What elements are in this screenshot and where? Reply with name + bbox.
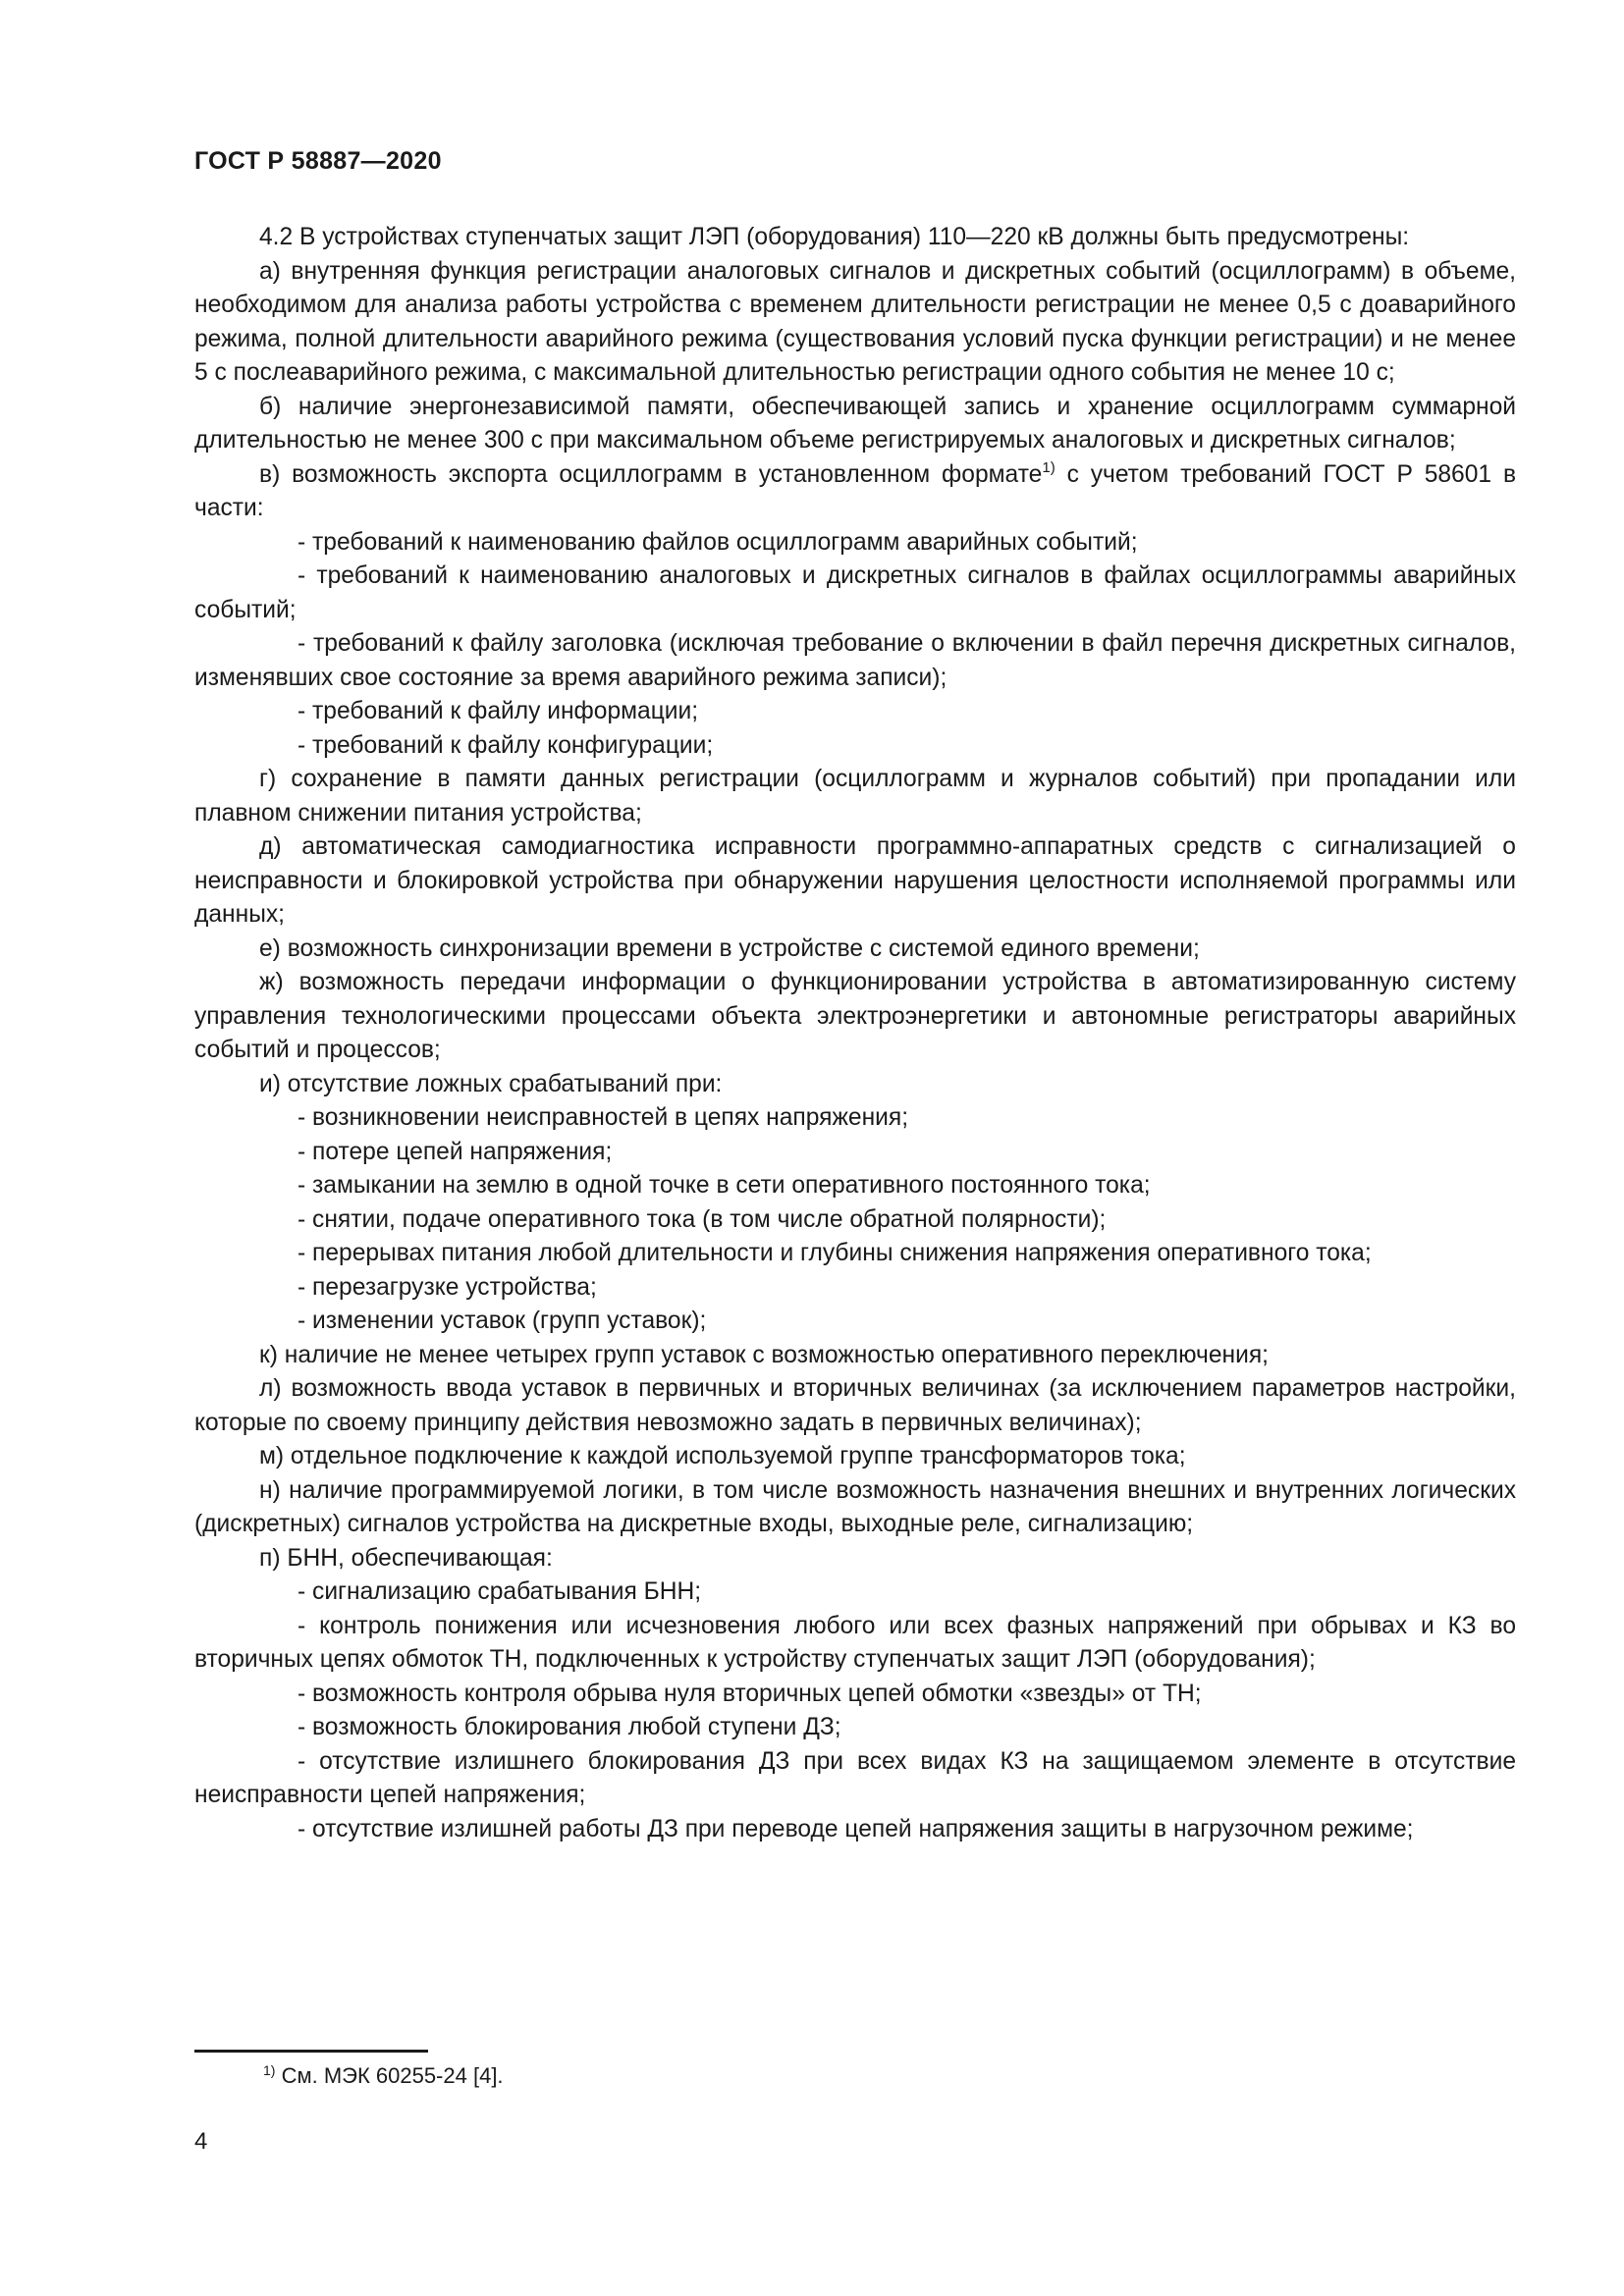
list-item xyxy=(194,1610,1516,1678)
paragraph-text: - возможность блокирования любой ступени ДЗ; xyxy=(298,1714,841,1740)
list-item xyxy=(194,1711,1516,1745)
paragraph-text: л) возможность ввода уставок в первичных и вторичных величинах (за исключением параметров настройки, которые по своему принципу действия невозможно задать в первичных величинах); xyxy=(194,1375,1516,1436)
paragraph-text: - возникновении неисправностей в цепях напряжения; xyxy=(298,1104,909,1131)
list-item xyxy=(194,1203,1516,1238)
paragraph-text: - перерывах питания любой длительности и глубины снижения напряжения оперативного тока; xyxy=(298,1240,1372,1266)
paragraph xyxy=(194,1068,1516,1102)
paragraph-text: н) наличие программируемой логики, в том числе возможность назначения внешних и внутренних логических (дискретных) сигналов устройства на дискретные входы, выходные реле, сигнализацию; xyxy=(194,1476,1516,1537)
paragraph-text: - требований к файлу заголовка (исключая требование о включении в файл перечня дискретных сигналов, изменявших свое состояние за время аварийного режима записи); xyxy=(194,630,1516,691)
list-item xyxy=(194,695,1516,729)
list-item xyxy=(194,1813,1516,1847)
paragraph-text: - снятии, подаче оперативного тока (в том числе обратной полярности); xyxy=(298,1205,1107,1233)
footnote-text: См. МЭК 60255-24 [4]. xyxy=(281,2063,504,2088)
paragraph xyxy=(194,1339,1516,1373)
paragraph-text: - отсутствие излишнего блокирования ДЗ при всех видах КЗ на защищаемом элементе в отсутствие неисправности цепей напряжения; xyxy=(194,1747,1516,1808)
paragraph xyxy=(194,1542,1516,1576)
paragraph-text: к) наличие не менее четырех групп уставок с возможностью оперативного переключения; xyxy=(259,1341,1270,1368)
paragraph-text: м) отдельное подключение к каждой используемой группе трансформаторов тока; xyxy=(259,1443,1186,1469)
list-item xyxy=(194,1745,1516,1813)
paragraph-text: - потере цепей напряжения; xyxy=(298,1138,613,1165)
list-item xyxy=(194,1237,1516,1271)
list-item xyxy=(194,729,1516,764)
list-item xyxy=(194,1136,1516,1170)
paragraph xyxy=(194,966,1516,1068)
list-item xyxy=(194,1305,1516,1339)
list-item xyxy=(194,627,1516,695)
paragraph xyxy=(194,1474,1516,1542)
paragraph-text: - требований к наименованию файлов осциллограмм аварийных событий; xyxy=(298,528,1138,556)
page-number: 4 xyxy=(194,2128,208,2155)
paragraph xyxy=(194,221,1516,255)
document-header: ГОСТ Р 58887—2020 xyxy=(194,147,442,175)
paragraph-text: - требований к файлу конфигурации; xyxy=(298,731,714,759)
paragraph xyxy=(194,933,1516,967)
paragraph xyxy=(194,763,1516,830)
paragraph-text: г) сохранение в памяти данных регистрации (осциллограмм и журналов событий) при пропадании или плавном снижении питания устройства; xyxy=(194,766,1516,827)
paragraph-text: и) отсутствие ложных срабатываний при: xyxy=(259,1070,723,1097)
document-body xyxy=(194,221,1516,1846)
paragraph-text: - перезагрузке устройства; xyxy=(298,1273,597,1301)
paragraph xyxy=(194,830,1516,933)
list-item xyxy=(194,560,1516,627)
paragraph-text: п) БНН, обеспечивающая: xyxy=(259,1544,553,1572)
paragraph-text: - требований к файлу информации; xyxy=(298,698,699,724)
list-item xyxy=(194,1575,1516,1610)
footnote xyxy=(263,2062,504,2090)
paragraph-text: - требований к наименованию аналоговых и дискретных сигналов в файлах осциллограммы аварийных событий; xyxy=(194,562,1516,623)
paragraph-text: д) автоматическая самодиагностика исправности программно-аппаратных средств с сигнализацией о неисправности и блокировкой устройства при обнаружении нарушения целостности исполняемой программы или данных; xyxy=(194,833,1516,928)
paragraph-text: - замыкании на землю в одной точке в сети оперативного постоянного тока; xyxy=(298,1172,1151,1199)
paragraph xyxy=(194,458,1516,526)
paragraph xyxy=(194,1372,1516,1440)
paragraph-text: 4.2 В устройствах ступенчатых защит ЛЭП (оборудования) 110—220 кВ должны быть предусмотрены: xyxy=(259,224,1410,250)
list-item xyxy=(194,1101,1516,1136)
paragraph-text: ж) возможность передачи информации о функционировании устройства в автоматизированную систему управления технологическими процессами объекта электроэнергетики и автономные регистраторы аварийных событий и процессов; xyxy=(194,969,1516,1063)
list-item xyxy=(194,1169,1516,1203)
list-item xyxy=(194,1678,1516,1712)
footnote-reference: 1) xyxy=(1042,458,1056,476)
paragraph-text: - контроль понижения или исчезновения любого или всех фазных напряжений при обрывах и КЗ во вторичных цепях обмоток ТН, подключенных к устройству ступенчатых защит ЛЭП (оборудования); xyxy=(194,1612,1516,1673)
list-item xyxy=(194,526,1516,561)
footnote-divider xyxy=(194,2050,428,2053)
paragraph-text-continued: с учетом требований ГОСТ Р 58601 в части: xyxy=(194,460,1517,521)
footnote-marker: 1) xyxy=(263,2062,276,2078)
list-item xyxy=(194,1271,1516,1306)
paragraph-text: б) наличие энергонезависимой памяти, обеспечивающей запись и хранение осциллограмм суммарной длительностью не менее 300 с при максимальном объеме регистрируемых аналоговых и дискретных сигналов; xyxy=(194,393,1516,454)
paragraph-text: а) внутренняя функция регистрации аналоговых сигналов и дискретных событий (осциллограмм) в объеме, необходимом для анализа работы устройства с временем длительности регистрации не менее 0,5 с доаварийного режима, полной длительности аварийного режима (существования условий пуска функции регистрации) и не менее 5 с послеаварийного режима, с максимальной длительностью регистрации одного события не менее 10 с; xyxy=(194,257,1516,386)
paragraph-text: - возможность контроля обрыва нуля вторичных цепей обмотки «звезды» от ТН; xyxy=(298,1680,1202,1707)
paragraph xyxy=(194,1440,1516,1474)
paragraph-text: - изменении уставок (групп уставок); xyxy=(298,1308,707,1334)
paragraph-text: в) возможность экспорта осциллограмм в установленном формате xyxy=(259,460,1043,488)
paragraph-text: е) возможность синхронизации времени в устройстве с системой единого времени; xyxy=(259,934,1200,962)
paragraph-text: - сигнализацию срабатывания БНН; xyxy=(298,1578,702,1605)
paragraph-text: - отсутствие излишней работы ДЗ при переводе цепей напряжения защиты в нагрузочном режиме; xyxy=(298,1815,1414,1842)
paragraph xyxy=(194,391,1516,458)
paragraph xyxy=(194,255,1516,391)
